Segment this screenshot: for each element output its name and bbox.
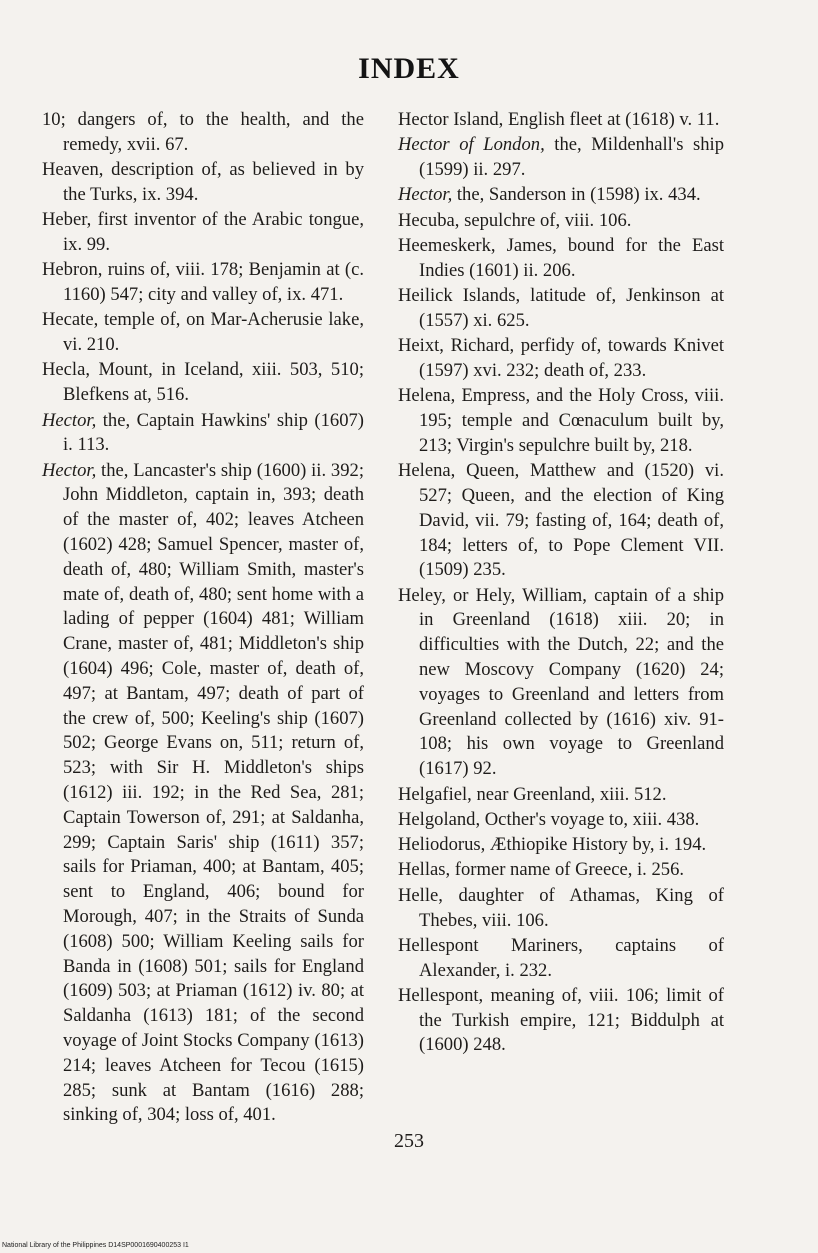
entry-headword: Heber, xyxy=(42,209,92,231)
page-title: INDEX xyxy=(358,52,460,85)
index-entry xyxy=(42,358,364,408)
index-entry xyxy=(398,984,724,1058)
page-number: 253 xyxy=(394,1130,424,1152)
index-entry xyxy=(42,258,364,308)
entry-headword: Hecuba, xyxy=(398,209,460,231)
entry-text: captains of Alexander, i. 232. xyxy=(419,934,724,981)
entry-text: daughter of Athamas, King of Thebes, viii. 106. xyxy=(419,884,724,931)
entry-text: latitude of, Jenkinson at (1557) xi. 625. xyxy=(419,285,724,331)
index-entry xyxy=(42,459,364,1129)
entry-text: Mount, in Iceland, xiii. 503, 510; Blefkens at, 516. xyxy=(63,359,364,406)
entry-text: the, Sanderson in (1598) ix. 434. xyxy=(452,184,701,206)
index-entry xyxy=(398,459,724,583)
entry-text: 10; dangers of, to the health, and the remedy, xvii. 67. xyxy=(42,109,364,155)
entry-headword: Hector, xyxy=(42,409,97,431)
entry-text: the, Lancaster's ship (1600) ii. 392; John Middleton, captain in, 393; death of the master of, 402; leaves Atcheen (1602) 428; Samuel Spencer, master of, death of, 480; William Smith, master's mate of, death of, 480; sent home with a lading of pepper (1604) 481; William Crane, master of, 481; Middleton's ship (1604) 496; Cole, master of, death of, 497; at Bantam, 497; death of part of the crew of, 500; Keeling's ship (1607) 502; George Evans on, 511; return of, 523; with Sir H. Middleton's ships (1612) iii. 192; in the Red Sea, 281; Captain Towerson of, 291; at Saldanha, 299; Captain Saris' ship (1611) 357; sails for Priaman, 400; at Bantam, 405; sent to England, 406; bound for Morough, 407; in the Straits of Sunda (1608) 500; William Keeling sails for Banda in (1608) 501; sails for England (1609) 503; at Priaman (1612) iv. 80; at Saldanha (1613) 181; of the second voyage of Joint Stocks Company (1613) 214; leaves Atcheen for Tecou (1615) 285; sunk at Bantam (1616) 288; sinking of, 304; loss of, 401. xyxy=(63,459,364,1126)
entry-text: Octher's voyage to, xiii. 438. xyxy=(480,808,700,830)
entry-text: temple of, on Mar-Acherusie lake, vi. 210. xyxy=(63,309,364,356)
index-entry xyxy=(42,208,364,258)
entry-headword: Helena, xyxy=(398,385,456,407)
entry-headword: Heemeskerk, xyxy=(398,234,496,256)
index-entry xyxy=(42,158,364,208)
index-entry xyxy=(398,234,724,284)
entry-text: former name of Greece, i. 256. xyxy=(450,859,685,881)
index-entry xyxy=(398,884,724,934)
index-entry xyxy=(398,334,724,384)
index-entry xyxy=(398,808,724,833)
entry-text: Queen, Matthew and (1520) vi. 527; Queen, and the election of King David, vii. 79; fasting of, 164; death of, 184; letters of, to Pope Clement VII. (1509) 235. xyxy=(419,460,724,581)
entry-headword: Helgafiel, xyxy=(398,783,472,805)
entry-text: English fleet at (1618) v. 11. xyxy=(503,109,720,130)
entry-headword: Hecla, xyxy=(42,359,91,381)
entry-text: James, bound for the East Indies (1601) ii. 206. xyxy=(419,234,724,281)
index-entry xyxy=(398,133,724,183)
entry-text: Æthiopike History by, i. 194. xyxy=(485,834,707,856)
entry-headword: Helle, xyxy=(398,884,443,906)
entry-headword: Hector Island, xyxy=(398,109,504,130)
index-entry xyxy=(42,409,364,459)
index-column-right xyxy=(398,108,724,1059)
entry-text: sepulchre of, viii. 106. xyxy=(459,209,632,231)
index-entry xyxy=(398,934,724,984)
index-entry xyxy=(398,584,724,782)
entry-headword: Hellespont Mariners, xyxy=(398,934,583,956)
entry-text: or Hely, William, captain of a ship in Greenland (1618) xiii. 20; in difficulties with the Dutch, 22; and the new Moscovy Company (1620) 24; voyages to Greenland and letters from Greenland collected by (1616) xiv. 91-108; his own voyage to Greenland (1617) 92. xyxy=(419,584,724,780)
entry-headword: Heliodorus, xyxy=(398,834,486,856)
entry-headword: Hebron, xyxy=(42,259,103,281)
entry-headword: Helgoland, xyxy=(398,808,481,830)
entry-headword: Hecate, xyxy=(42,309,99,331)
index-entry xyxy=(398,209,724,234)
index-column-left xyxy=(42,108,364,1129)
index-entry xyxy=(398,833,724,858)
index-entry xyxy=(398,183,724,208)
entry-headword: Heilick Islands, xyxy=(398,285,521,307)
entry-headword: Heaven, xyxy=(42,159,104,181)
entry-headword: Heley, xyxy=(398,584,446,606)
index-entry xyxy=(42,308,364,358)
entry-headword: Hellas, xyxy=(398,859,451,881)
entry-text: ruins of, viii. 178; Benjamin at (c. 1160) 547; city and valley of, ix. 471. xyxy=(63,259,364,306)
entry-headword: Hector, xyxy=(398,184,453,206)
entry-headword: Hellespont, xyxy=(398,984,484,1006)
index-entry xyxy=(398,284,724,334)
entry-headword: Heixt, xyxy=(398,335,444,357)
entry-headword: Hector, xyxy=(42,459,97,481)
entry-text: meaning of, viii. 106; limit of the Turkish empire, 121; Biddulph at (1600) 248. xyxy=(419,984,724,1056)
entry-text: description of, as believed in by the Turks, ix. 394. xyxy=(63,159,364,205)
index-entry xyxy=(398,108,724,133)
index-entry xyxy=(398,384,724,458)
entry-text: the, Mildenhall's ship (1599) ii. 297. xyxy=(419,134,725,181)
entry-text: first inventor of the Arabic tongue, ix. 99. xyxy=(63,209,364,255)
entry-text: Richard, perfidy of, towards Knivet (1597) xvi. 232; death of, 233. xyxy=(419,335,724,381)
entry-text: Empress, and the Holy Cross, viii. 195; temple and Cœnaculum built by, 213; Virgin's sepulchre built by, 218. xyxy=(419,385,724,456)
index-entry xyxy=(398,783,724,808)
scan-credit-footer: National Library of the Philippines D14SP0001690400253 I1 xyxy=(2,1242,189,1249)
entry-text: near Greenland, xiii. 512. xyxy=(471,783,667,805)
entry-headword: Hector of London, xyxy=(398,134,545,156)
entry-text: the, Captain Hawkins' ship (1607) i. 113. xyxy=(63,409,364,456)
entry-headword: Helena, xyxy=(398,460,456,482)
index-entry xyxy=(398,858,724,883)
index-entry xyxy=(42,108,364,158)
